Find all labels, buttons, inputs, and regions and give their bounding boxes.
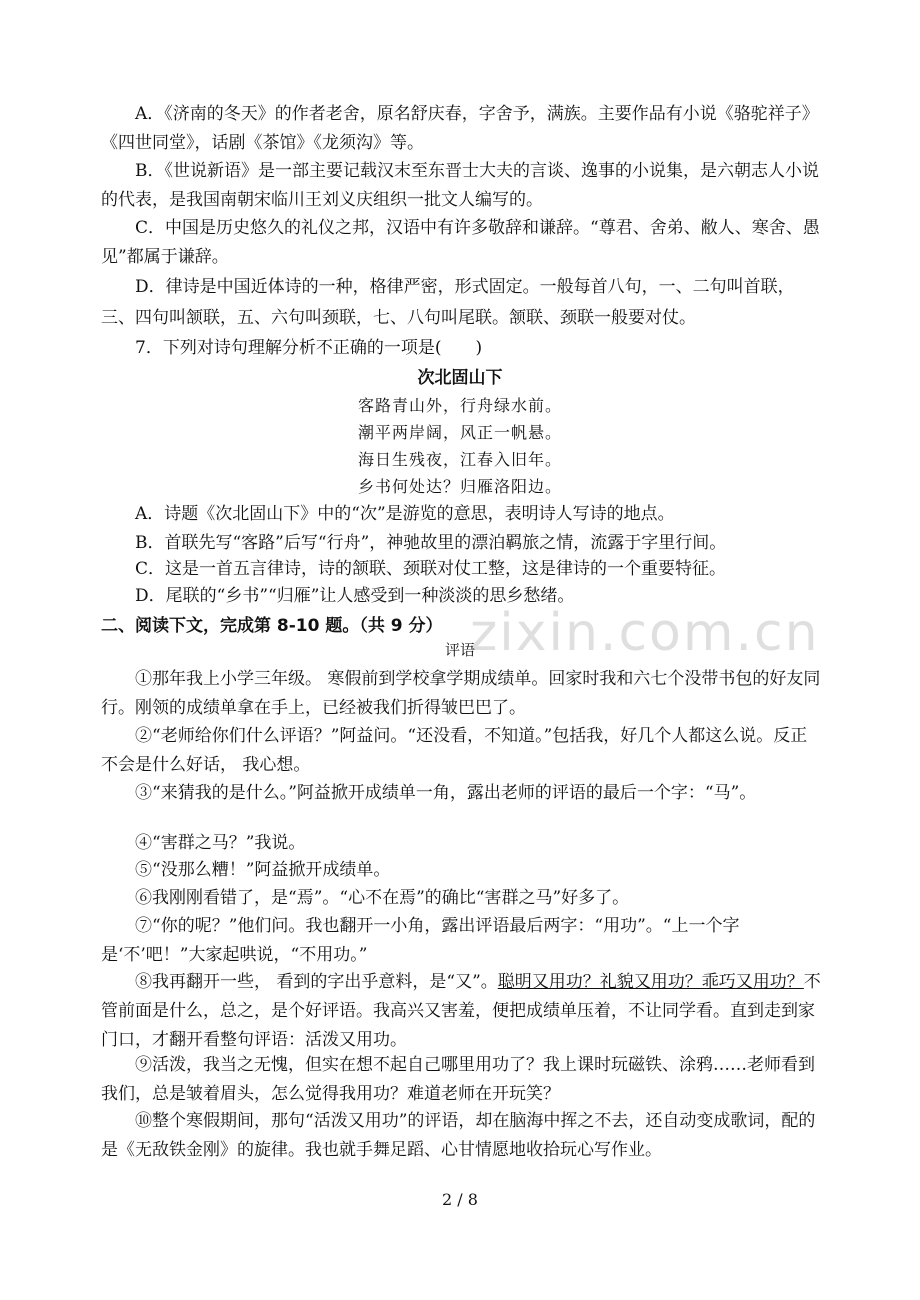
- section-heading: 二、阅读下文，完成第 8-10 题。（共 9 分）: [101, 616, 443, 636]
- paragraph-2: ②“老师给你们什么评语？”阿益问。“还没看，不知道。”包括我，好几个人都这么说。反正不会是什么好话， 我心想。: [101, 726, 808, 775]
- poem-line-3: 海日生残夜，江春入旧年。: [357, 450, 562, 469]
- paragraph-8-underlined: 聪明又用功？礼貌又用功？乖巧又用功？: [497, 972, 804, 992]
- paragraph-8-rest: 不管前面是什么，总之，是个好评语。我高兴又害羞，便把成绩单压着，不让同学看。直到走到家门口，才翻开看整句评语：活泼又用功。: [101, 972, 821, 1050]
- poem-line-2: 潮平两岸阔，风正一帆悬。: [357, 423, 562, 442]
- paragraph-7: ⑦“你的呢？”他们问。我也翻开一小角，露出评语最后两字：“用功”。“上一个字是‘不’吧！”大家起哄说，“不用功。”: [101, 916, 740, 965]
- option-6d: D．律诗是中国近体诗的一种，格律严密，形式固定。一般每首八句，一、二句叫首联，三、四句叫颔联，五、六句叫颈联，七、八句叫尾联。颔联、颈联一般要对仗。: [101, 277, 795, 328]
- paragraph-10: ⑩整个寒假期间，那句“活泼又用功”的评语，却在脑海中挥之不去，还自动变成歌词，配的是《无敌铁金刚》的旋律。我也就手舞足蹈、心甘情愿地收拾玩心写作业。: [101, 1111, 816, 1160]
- poem-line-4: 乡书何处达？归雁洛阳边。: [357, 477, 562, 496]
- option-7b: B．首联先写“客路”后写“行舟”，神驰故里的漂泊羁旅之情，流露于字里行间。: [135, 533, 727, 553]
- option-6a: A．《济南的冬天》的作者老舍，原名舒庆春，字舍予，满族。主要作品有小说《骆驼祥子》《四世同堂》，话剧《茶馆》《龙须沟》等。: [101, 104, 819, 153]
- paragraph-3: ③“来猜我的是什么。”阿益掀开成绩单一角，露出老师的评语的最后一个字：“马”。: [135, 783, 757, 803]
- option-7a: A．诗题《次北固山下》中的“次”是游览的意思，表明诗人写诗的地点。: [135, 504, 675, 524]
- paragraph-9: ⑨活泼，我当之无愧，但实在想不起自己哪里用功了？我上课时玩磁铁、涂鸦……老师看到我们，总是皱着眉头，怎么觉得我用功？难道老师在开玩笑？: [101, 1055, 815, 1104]
- page-number: 2 / 8: [442, 1190, 478, 1209]
- option-6b: B．《世说新语》是一部主要记载汉末至东晋士大夫的言谈、逸事的小说集，是六朝志人小说的代表，是我国南朝宋临川王刘义庆组织一批文人编写的。: [101, 161, 819, 210]
- poem-title: 次北固山下: [417, 368, 503, 388]
- paragraph-5: ⑤“没那么糟！”阿益掀开成绩单。: [135, 860, 391, 880]
- paragraph-8-lead: ⑧我再翻开一些， 看到的字出乎意料，是“又”。: [135, 972, 498, 992]
- paragraph-1: ①那年我上小学三年级。 寒假前到学校拿学期成绩单。回家时我和六七个没带书包的好友同行。刚领的成绩单拿在手上，已经被我们折得皱巴巴了。: [101, 669, 821, 718]
- option-7c: C．这是一首五言律诗，诗的颔联、颈联对仗工整，这是律诗的一个重要特征。: [135, 559, 727, 579]
- option-6c: C．中国是历史悠久的礼仪之邦，汉语中有许多敬辞和谦辞。“尊君、舍弟、敝人、寒舍、愚见”都属于谦辞。: [101, 218, 820, 267]
- article-title: 评语: [444, 641, 475, 659]
- paragraph-8: [101, 968, 823, 1055]
- paragraph-6: ⑥我刚刚看错了，是“焉”。“心不在焉”的确比“害群之马”好多了。: [135, 888, 630, 908]
- watermark: zixin.com.cn: [470, 603, 820, 663]
- question-7-stem: 7．下列对诗句理解分析不正确的一项是( ): [135, 338, 483, 358]
- paragraph-4: ④“害群之马？”我说。: [135, 833, 306, 853]
- poem-line-1: 客路青山外，行舟绿水前。: [357, 396, 562, 415]
- option-7d: D．尾联的“乡书”“归雁”让人感受到一种淡淡的思乡愁绪。: [135, 586, 575, 606]
